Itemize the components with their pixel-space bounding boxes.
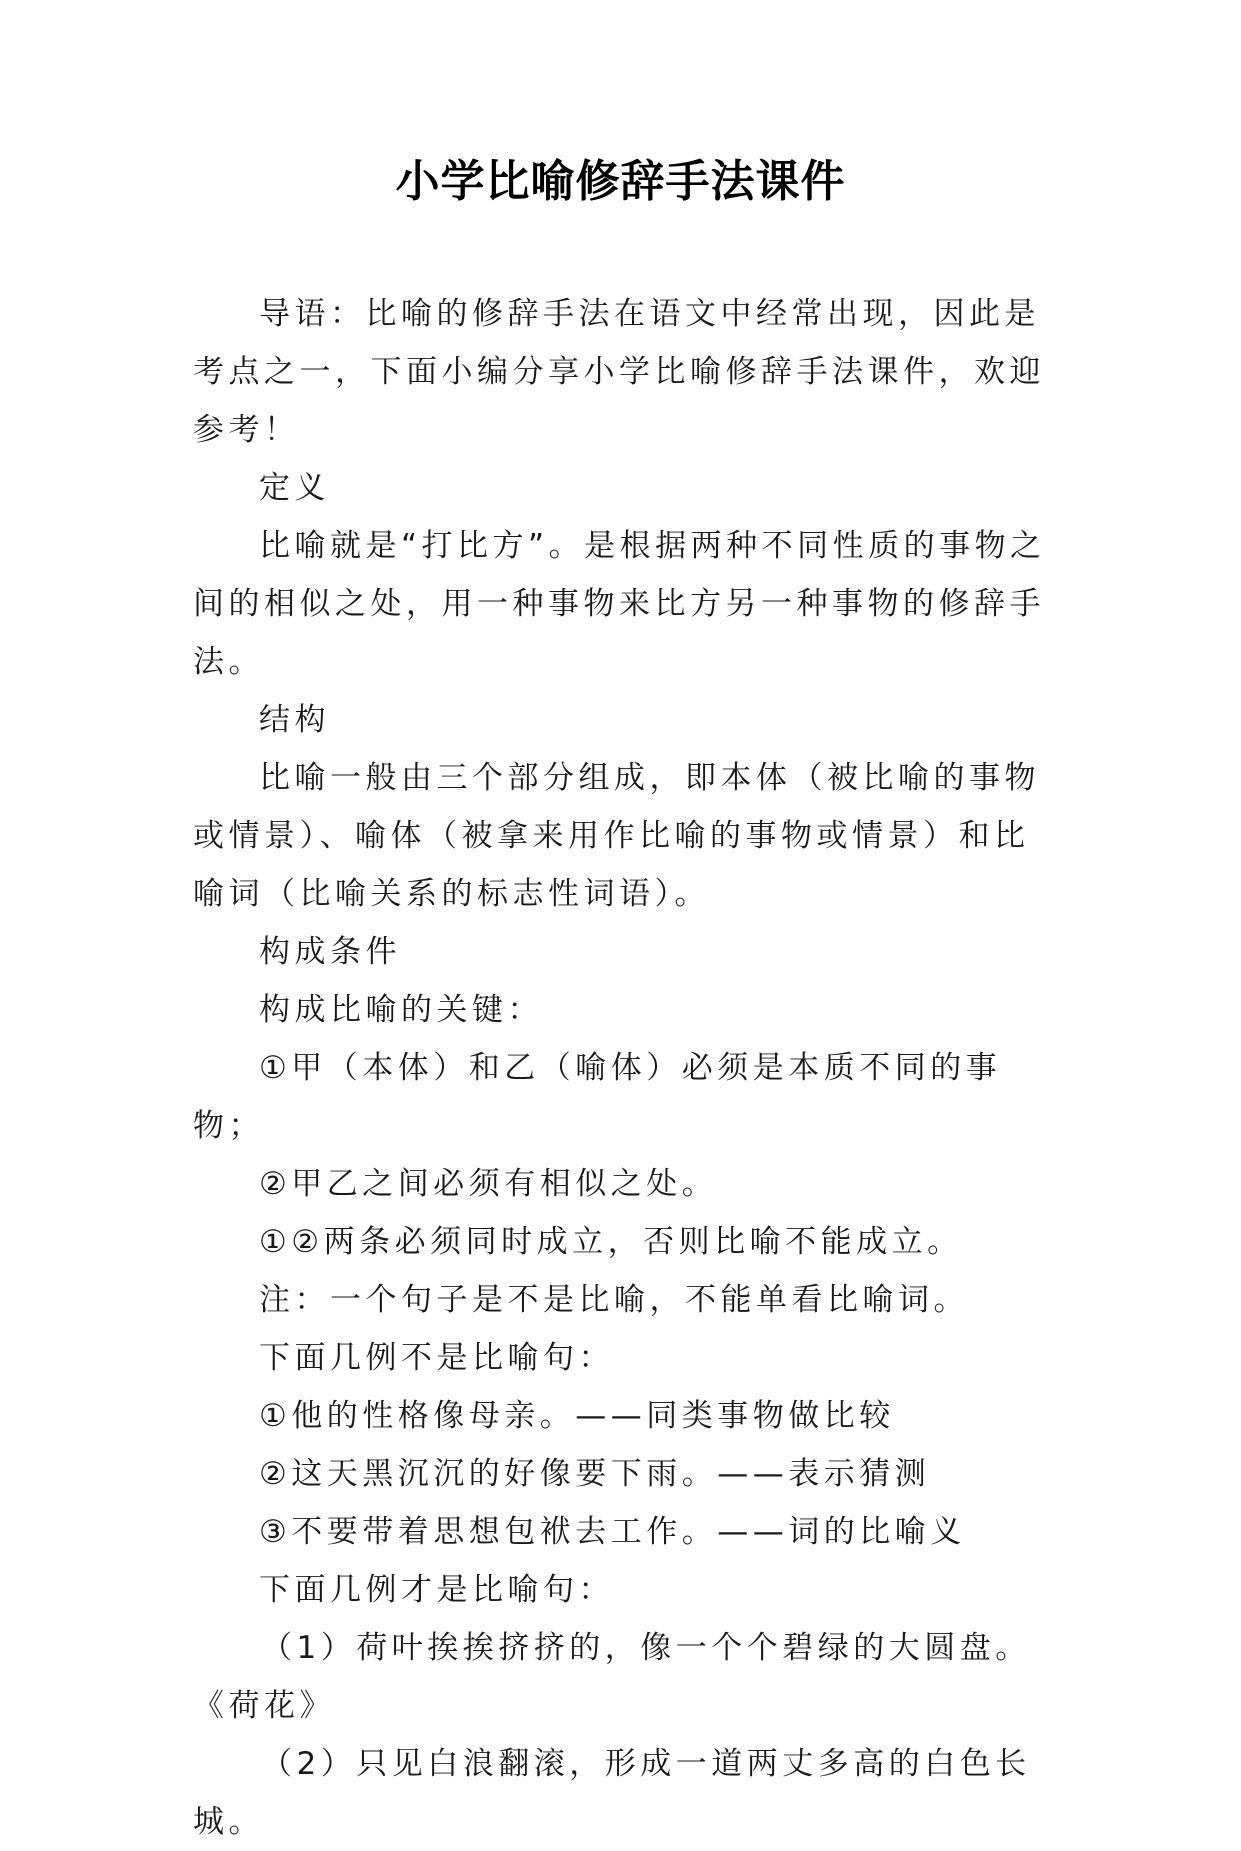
note-paragraph: 注：一个句子是不是比喻，不能单看比喻词。 xyxy=(259,1282,969,1318)
intro-paragraph: 导语：比喻的修辞手法在语文中经常出现，因此是考点之一，下面小编分享小学比喻修辞手法课件，欢迎参考！ xyxy=(193,296,1045,448)
condition-item: ①②两条必须同时成立，否则比喻不能成立。 xyxy=(259,1224,963,1260)
document-body xyxy=(193,285,1053,1851)
non-simile-example: ①他的性格像母亲。——同类事物做比较 xyxy=(259,1398,895,1434)
definition-paragraph: 比喻就是“打比方”。是根据两种不同性质的事物之间的相似之处，用一种事物来比方另一种事物的修辞手法。 xyxy=(193,528,1046,680)
simile-example: （1）荷叶挨挨挤挤的，像一个个碧绿的大圆盘。《荷花》 xyxy=(193,1630,1031,1724)
structure-paragraph: 比喻一般由三个部分组成，即本体（被比喻的事物或情景）、喻体（被拿来用作比喻的事物或情景）和比喻词（比喻关系的标志性词语）。 xyxy=(193,760,1040,912)
document-title: 小学比喻修辞手法课件 xyxy=(395,156,846,207)
section-heading-definition: 定义 xyxy=(259,470,330,506)
section-heading-conditions: 构成条件 xyxy=(259,934,401,970)
simile-heading: 下面几例才是比喻句： xyxy=(259,1572,614,1608)
section-heading-structure: 结构 xyxy=(259,702,330,738)
conditions-intro: 构成比喻的关键： xyxy=(259,992,543,1028)
non-simile-heading: 下面几例不是比喻句： xyxy=(259,1340,614,1376)
condition-item: ①甲（本体）和乙（喻体）必须是本质不同的事物； xyxy=(193,1050,1002,1144)
non-simile-example: ③不要带着思想包袱去工作。——词的比喻义 xyxy=(259,1514,966,1550)
non-simile-example: ②这天黑沉沉的好像要下雨。——表示猜测 xyxy=(259,1456,931,1492)
condition-item: ②甲乙之间必须有相似之处。 xyxy=(259,1166,718,1202)
simile-example: （2）只见白浪翻滚，形成一道两丈多高的白色长城。 xyxy=(193,1746,1031,1840)
